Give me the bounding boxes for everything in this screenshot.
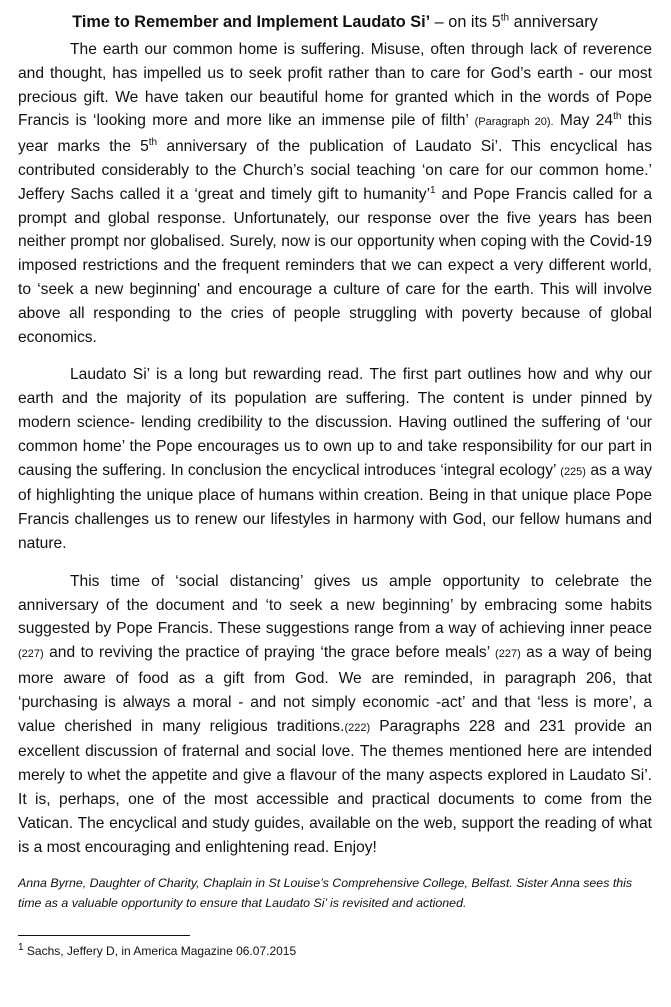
title-bold: Time to Remember and Implement Laudato Si’ — [72, 13, 431, 31]
author-signature: Anna Byrne, Daughter of Charity, Chaplain in St Louise’s Comprehensive College, Belfast. Sister Anna sees this time as a valuable opportunity to ensure that Laudato Si’ is revisited and actioned. — [18, 876, 633, 911]
p1-text-3: this year marks the 5 — [18, 112, 652, 156]
footnote-number: 1 — [18, 942, 24, 954]
p1-text-5: and Pope Francis called for a prompt and global response. Unfortunately, our response over the five years has been neither prompt nor globalised. Surely, now is our opportunity when coping with the Covid-19 imposed restrictions and the frequent reminders that we can expect a very different world, to ‘seek a new beginning' and encourage a culture of care for the earth. This will involve above all responding to the cries of people struggling with poverty because of global economics. — [18, 185, 652, 346]
p1-sup-1: th — [613, 111, 622, 123]
paragraph-1 — [18, 38, 652, 349]
p1-text-4: anniversary of the publication of Laudato Si’. This encyclical has contributed considerably to the Church’s social teaching ‘on care for our common home.’ Jeffery Sachs called it a ‘great and timely gift to humanity’ — [18, 138, 652, 203]
footnote — [18, 942, 652, 960]
p2-ref-225: (225) — [560, 465, 586, 478]
p1-sup-2: th — [148, 137, 158, 148]
p3-text-1: This time of ‘social distancing’ gives us ample opportunity to celebrate the anniversary of the document and ‘to seek a new beginning’ by embracing some habits suggested by Pope Francis. These suggestions range from a way of achieving inner peace — [18, 572, 652, 638]
article-title — [18, 10, 652, 34]
title-sup: th — [500, 12, 510, 24]
p2-text-1: Laudato Si’ is a long but rewarding read. The first part outlines how and why our earth and the majority of its population are suffering. The content is under pinned by modern science- lending credibility to the discussion. Having outlined the suffering of ‘our common home’ the Pope encourages us to own up to and take responsibility for our part in causing the suffering. In conclusion the encyclical introduces ‘integral ecology’ — [18, 366, 652, 479]
paragraph-3 — [18, 570, 652, 860]
p2-text-2: as a way of highlighting the unique place of humans within creation. Being in that unique place Pope Francis challenges us to renew our lifestyles in harmony with God, our fellow humans and nature. — [18, 461, 652, 552]
p1-text-2: May 24 — [553, 112, 614, 130]
footnote-text: Sachs, Jeffery D, in America Magazine 06.07.2015 — [23, 944, 297, 959]
title-rest: – on its 5 — [430, 13, 501, 31]
p3-ref-227-a: (227) — [18, 648, 44, 661]
paragraph-2 — [18, 363, 652, 555]
p3-text-3: as a way of being more aware of food as a gift from God. We are reminded, in paragraph 206, that ‘purchasing is always a moral - and not simply economic -act’ and that ‘less is more’, a value cherished in many religious traditions. — [18, 644, 652, 735]
p1-ref-paragraph-20: (Paragraph 20). — [474, 116, 554, 129]
article — [18, 10, 652, 960]
p3-ref-227-b: (227) — [495, 648, 521, 661]
p3-ref-222: (222) — [344, 721, 371, 734]
p1-text-1: The earth our common home is suffering. Misuse, often through lack of reverence and thought, has impelled us to seek profit rather than to care for God’s earth - our most precious gift. We have taken our beautiful home for granted which in the words of Pope Francis is ‘looking more and more like an immense pile of filth’ — [18, 41, 652, 130]
title-end: anniversary — [509, 13, 598, 31]
p3-text-4: Paragraphs 228 and 231 provide an excellent discussion of fraternal and social love. The themes mentioned here are intended merely to whet the appetite and give a flavour of the many aspects explored in Laudato Si’. It is, perhaps, one of the most accessible and practical documents to come from the Vatican. The encyclical and study guides, available on the web, support the reading of what is a most encouraging and enlightening read. Enjoy! — [18, 717, 652, 856]
footnote-marker: 1 — [430, 184, 436, 196]
footnote-divider — [18, 935, 190, 936]
p3-text-2: and to reviving the practice of praying ‘the grace before meals’ — [43, 644, 496, 662]
